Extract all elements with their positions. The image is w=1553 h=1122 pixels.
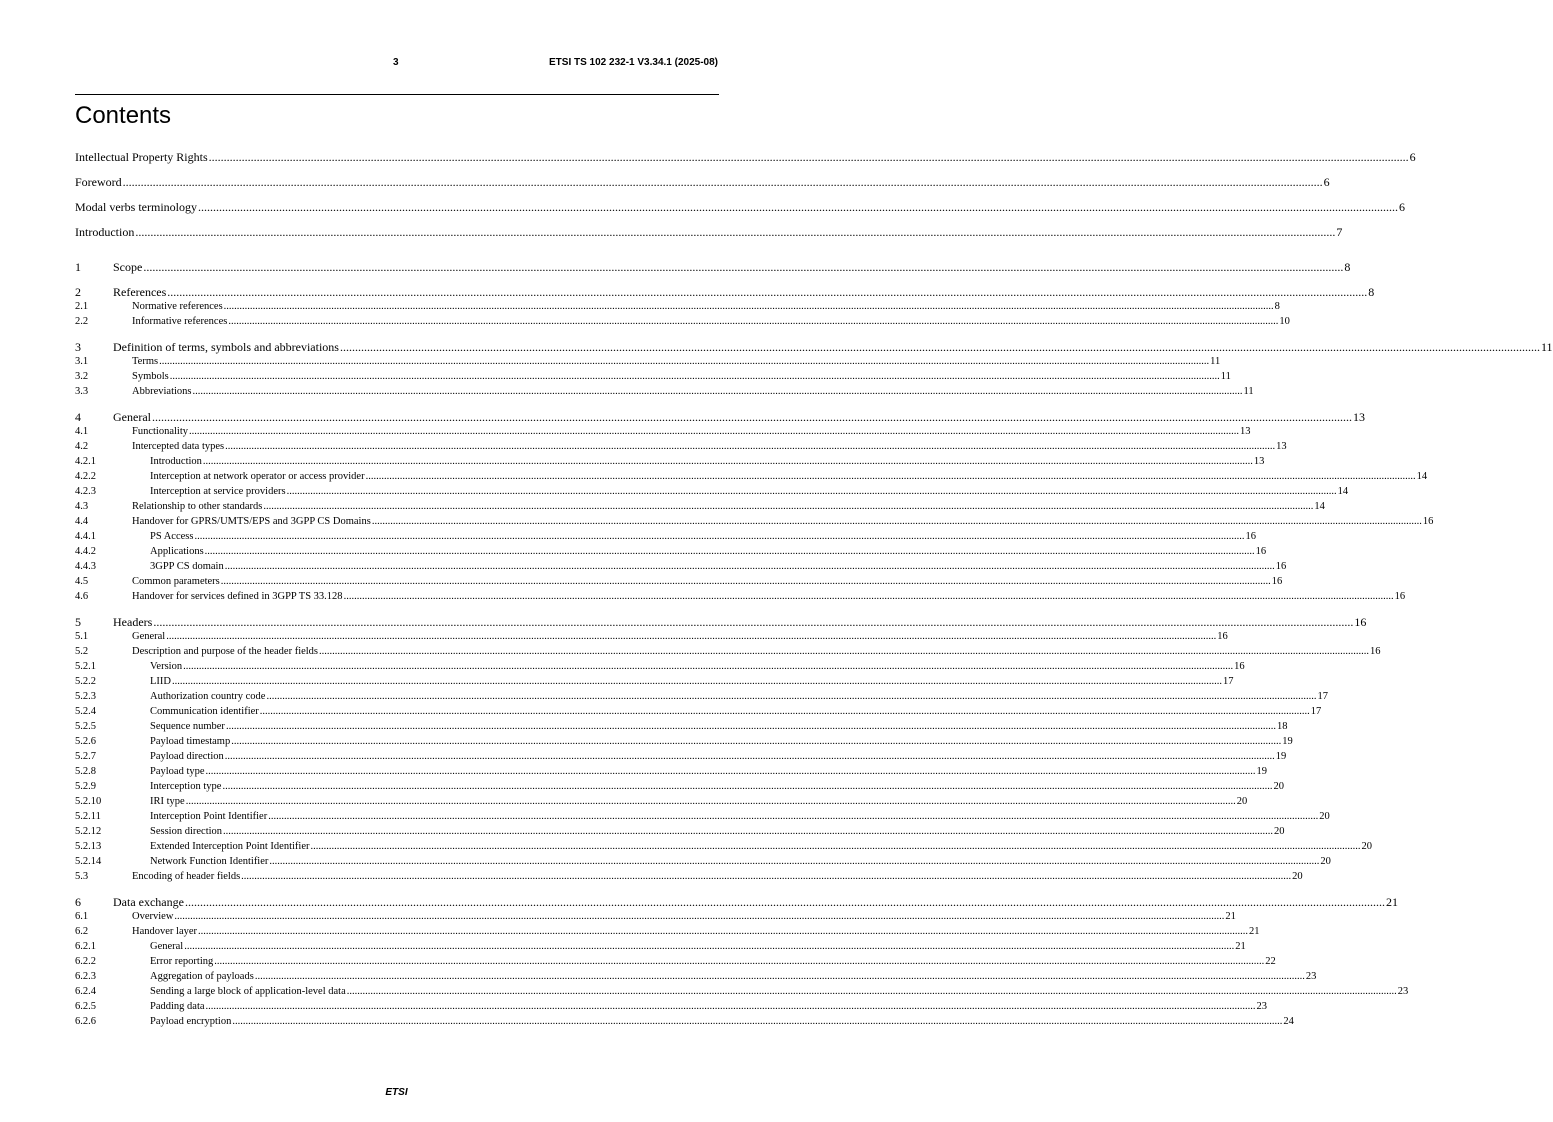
toc-entry-page: 16 <box>1217 631 1228 642</box>
toc-entry-page: 23 <box>1256 1001 1268 1012</box>
toc-dot-leader: ................................................................................................................................................................................................................................................................................................................................................................................................................ <box>159 356 1210 367</box>
toc-entry-page: 21 <box>1249 926 1260 937</box>
toc-entry-page: 19 <box>1256 766 1268 777</box>
toc-dot-leader: ................................................................................................................................................................................................................................................................................................................................................................................................................ <box>122 175 1323 189</box>
toc-dot-leader: ................................................................................................................................................................................................................................................................................................................................................................................................................ <box>167 285 1368 299</box>
toc-entry-title: Error reporting <box>150 956 214 967</box>
toc-dot-leader: ................................................................................................................................................................................................................................................................................................................................................................................................................ <box>169 371 1220 382</box>
toc-entry[interactable] <box>75 440 1287 455</box>
toc-entry-number: 6.2.4 <box>75 986 96 997</box>
toc-entry-number: 5.2.5 <box>75 721 96 732</box>
toc-dot-leader: ................................................................................................................................................................................................................................................................................................................................................................................................................ <box>208 150 1409 164</box>
toc-dot-leader: ................................................................................................................................................................................................................................................................................................................................................................................................................ <box>266 691 1317 702</box>
toc-entry[interactable] <box>75 895 1398 910</box>
toc-entry[interactable] <box>75 795 1248 810</box>
toc-entry-number: 3.3 <box>75 386 89 397</box>
toc-dot-leader: ................................................................................................................................................................................................................................................................................................................................................................................................................ <box>197 200 1398 214</box>
toc-entry-page: 7 <box>1336 225 1343 239</box>
toc-dot-leader: ................................................................................................................................................................................................................................................................................................................................................................................................................ <box>223 301 1274 312</box>
toc-entry[interactable] <box>75 300 1280 315</box>
toc-entry[interactable] <box>75 645 1381 660</box>
page-title: Contents <box>75 102 172 129</box>
toc-entry-page: 16 <box>1275 561 1287 572</box>
toc-entry-title: Modal verbs terminology <box>75 200 197 214</box>
toc-entry[interactable] <box>75 985 1409 1000</box>
toc-entry-title: Introduction <box>75 225 135 239</box>
toc-entry-page: 20 <box>1273 781 1284 792</box>
toc-entry-title: Applications <box>150 546 204 557</box>
toc-entry-title: LIID <box>150 676 171 687</box>
toc-entry-page: 23 <box>1305 971 1317 982</box>
toc-entry[interactable] <box>75 660 1245 675</box>
toc-dot-leader: ................................................................................................................................................................................................................................................................................................................................................................................................................ <box>189 426 1239 437</box>
toc-entry-number: 4.4.2 <box>75 546 96 557</box>
toc-entry-title: Introduction <box>150 456 202 467</box>
toc-entry-title: Padding data <box>150 1001 205 1012</box>
toc-entry[interactable] <box>75 175 1330 200</box>
toc-entry[interactable] <box>75 630 1228 645</box>
toc-entry-number: 4.2 <box>75 441 89 452</box>
toc-entry-number: 5.2.3 <box>75 691 96 702</box>
toc-entry-title: Intellectual Property Rights <box>75 150 208 164</box>
toc-entry-number: 5.2.13 <box>75 841 102 852</box>
toc-entry-title: Aggregation of payloads <box>150 971 254 982</box>
toc-dot-leader: ................................................................................................................................................................................................................................................................................................................................................................................................................ <box>205 1001 1256 1012</box>
toc-entry-number: 6 <box>75 895 81 909</box>
toc-entry-page: 16 <box>1234 661 1245 672</box>
toc-entry[interactable] <box>75 545 1267 560</box>
toc-dot-leader: ................................................................................................................................................................................................................................................................................................................................................................................................................ <box>268 811 1319 822</box>
toc-entry-page: 13 <box>1352 410 1365 424</box>
toc-entry-title: Payload direction <box>150 751 224 762</box>
toc-entry-page: 16 <box>1245 531 1256 542</box>
footer-publisher: ETSI <box>385 1087 408 1098</box>
toc-dot-leader: ................................................................................................................................................................................................................................................................................................................................................................................................................ <box>220 576 1271 587</box>
toc-entry[interactable] <box>75 705 1322 720</box>
toc-entry-number: 5.2.2 <box>75 676 96 687</box>
toc-entry-page: 24 <box>1283 1016 1294 1027</box>
toc-entry-title: Relationship to other standards <box>132 501 263 512</box>
toc-entry-number: 5.2.9 <box>75 781 96 792</box>
toc-entry-page: 21 <box>1225 911 1236 922</box>
toc-dot-leader: ................................................................................................................................................................................................................................................................................................................................................................................................................ <box>185 796 1236 807</box>
toc-entry-page: 16 <box>1370 646 1381 657</box>
toc-entry[interactable] <box>75 455 1265 470</box>
toc-entry-number: 5 <box>75 615 81 629</box>
toc-dot-leader: ................................................................................................................................................................................................................................................................................................................................................................................................................ <box>151 410 1352 424</box>
toc-entry-title: Informative references <box>132 316 228 327</box>
toc-entry-number: 5.2.10 <box>75 796 102 807</box>
toc-entry-title: Foreword <box>75 175 122 189</box>
toc-entry-page: 13 <box>1253 456 1265 467</box>
toc-dot-leader: ................................................................................................................................................................................................................................................................................................................................................................................................................ <box>263 501 1314 512</box>
toc-entry[interactable] <box>75 720 1288 735</box>
toc-entry[interactable] <box>75 355 1221 370</box>
toc-entry[interactable] <box>75 925 1260 940</box>
toc-dot-leader: ................................................................................................................................................................................................................................................................................................................................................................................................................ <box>184 895 1385 909</box>
toc-entry-page: 13 <box>1276 441 1287 452</box>
toc-entry-page: 16 <box>1422 516 1434 527</box>
toc-dot-leader: ................................................................................................................................................................................................................................................................................................................................................................................................................ <box>254 971 1305 982</box>
toc-entry-title: PS Access <box>150 531 194 542</box>
toc-entry-number: 6.2.6 <box>75 1016 96 1027</box>
table-of-contents <box>75 150 1553 1030</box>
toc-dot-leader: ................................................................................................................................................................................................................................................................................................................................................................................................................ <box>222 781 1273 792</box>
toc-entry-number: 5.1 <box>75 631 89 642</box>
toc-entry-number: 4.4 <box>75 516 89 527</box>
toc-dot-leader: ................................................................................................................................................................................................................................................................................................................................................................................................................ <box>183 661 1234 672</box>
toc-entry[interactable] <box>75 150 1416 175</box>
toc-entry-number: 6.2.2 <box>75 956 96 967</box>
toc-entry-page: 16 <box>1354 615 1367 629</box>
toc-entry[interactable] <box>75 530 1256 545</box>
toc-dot-leader: ................................................................................................................................................................................................................................................................................................................................................................................................................ <box>319 646 1370 657</box>
toc-entry-number: 2 <box>75 285 81 299</box>
toc-entry-title: Extended Interception Point Identifier <box>150 841 310 852</box>
toc-dot-leader: ................................................................................................................................................................................................................................................................................................................................................................................................................ <box>153 615 1354 629</box>
toc-dot-leader: ................................................................................................................................................................................................................................................................................................................................................................................................................ <box>194 531 1245 542</box>
toc-entry-title: General <box>113 410 151 424</box>
toc-entry[interactable] <box>75 780 1284 795</box>
toc-entry-title: Handover layer <box>132 926 198 937</box>
toc-dot-leader: ................................................................................................................................................................................................................................................................................................................................................................................................................ <box>269 856 1320 867</box>
toc-entry-page: 17 <box>1317 691 1328 702</box>
toc-entry-title: References <box>113 285 167 299</box>
toc-dot-leader: ................................................................................................................................................................................................................................................................................................................................................................................................................ <box>343 591 1394 602</box>
toc-entry-title: Sending a large block of application-level data <box>150 986 346 997</box>
toc-entry-title: Payload type <box>150 766 205 777</box>
toc-entry[interactable] <box>75 690 1328 705</box>
toc-dot-leader: ................................................................................................................................................................................................................................................................................................................................................................................................................ <box>225 721 1276 732</box>
toc-entry-number: 5.2.6 <box>75 736 96 747</box>
toc-entry-page: 21 <box>1385 895 1398 909</box>
toc-entry-page: 20 <box>1361 841 1372 852</box>
toc-entry[interactable] <box>75 910 1236 925</box>
toc-entry[interactable] <box>75 1015 1294 1030</box>
toc-entry[interactable] <box>75 370 1231 385</box>
toc-entry-page: 13 <box>1240 426 1251 437</box>
toc-entry-number: 4.5 <box>75 576 89 587</box>
toc-entry-number: 3 <box>75 340 81 354</box>
toc-dot-leader: ................................................................................................................................................................................................................................................................................................................................................................................................................ <box>224 751 1275 762</box>
toc-entry[interactable] <box>75 590 1406 605</box>
toc-entry-page: 20 <box>1274 826 1285 837</box>
toc-entry[interactable] <box>75 285 1375 300</box>
toc-entry-number: 4.3 <box>75 501 89 512</box>
toc-entry-page: 14 <box>1337 486 1349 497</box>
toc-dot-leader: ................................................................................................................................................................................................................................................................................................................................................................................................................ <box>241 871 1292 882</box>
toc-entry-title: Encoding of header fields <box>132 871 241 882</box>
toc-entry-title: Overview <box>132 911 174 922</box>
toc-entry-page: 22 <box>1265 956 1276 967</box>
toc-entry-page: 11 <box>1243 386 1254 397</box>
toc-entry-title: Definition of terms, symbols and abbreviations <box>113 340 339 354</box>
toc-entry-title: General <box>132 631 166 642</box>
toc-entry-page: 20 <box>1319 811 1330 822</box>
toc-entry-number: 5.2.12 <box>75 826 102 837</box>
toc-dot-leader: ................................................................................................................................................................................................................................................................................................................................................................................................................ <box>224 561 1275 572</box>
toc-dot-leader: ................................................................................................................................................................................................................................................................................................................................................................................................................ <box>192 386 1243 397</box>
toc-entry-page: 20 <box>1236 796 1248 807</box>
toc-dot-leader: ................................................................................................................................................................................................................................................................................................................................................................................................................ <box>223 826 1274 837</box>
toc-entry-number: 6.2.5 <box>75 1001 96 1012</box>
toc-entry-number: 2.1 <box>75 301 89 312</box>
toc-entry-number: 5.2.7 <box>75 751 96 762</box>
toc-dot-leader: ................................................................................................................................................................................................................................................................................................................................................................................................................ <box>231 736 1282 747</box>
toc-entry-title: Interception Point Identifier <box>150 811 268 822</box>
toc-entry-title: Headers <box>113 615 153 629</box>
toc-entry-title: Symbols <box>132 371 169 382</box>
toc-entry[interactable] <box>75 615 1367 630</box>
toc-entry-title: Handover for services defined in 3GPP TS 33.128 <box>132 591 343 602</box>
header-document-id: ETSI TS 102 232-1 V3.34.1 (2025-08) <box>549 57 718 68</box>
toc-entry-number: 5.2.11 <box>75 811 101 822</box>
toc-entry-title: General <box>150 941 184 952</box>
toc-dot-leader: ................................................................................................................................................................................................................................................................................................................................................................................................................ <box>172 676 1222 687</box>
toc-entry-page: 14 <box>1416 471 1428 482</box>
toc-entry[interactable] <box>75 765 1268 780</box>
toc-entry[interactable] <box>75 200 1405 225</box>
toc-entry[interactable] <box>75 260 1351 275</box>
toc-entry[interactable] <box>75 825 1285 840</box>
toc-entry-number: 4 <box>75 410 81 424</box>
toc-entry-page: 18 <box>1276 721 1288 732</box>
toc-entry[interactable] <box>75 970 1317 985</box>
toc-entry-number: 4.4.1 <box>75 531 96 542</box>
toc-dot-leader: ................................................................................................................................................................................................................................................................................................................................................................................................................ <box>202 456 1253 467</box>
toc-entry[interactable] <box>75 940 1246 955</box>
toc-entry-page: 19 <box>1275 751 1287 762</box>
toc-entry[interactable] <box>75 810 1330 825</box>
toc-entry-title: Terms <box>132 356 159 367</box>
toc-entry[interactable] <box>75 1000 1268 1015</box>
toc-entry[interactable] <box>75 410 1365 425</box>
toc-entry-page: 11 <box>1540 340 1553 354</box>
toc-entry[interactable] <box>75 575 1283 590</box>
toc-entry-page: 16 <box>1394 591 1406 602</box>
toc-entry-page: 21 <box>1235 941 1246 952</box>
toc-dot-leader: ................................................................................................................................................................................................................................................................................................................................................................................................................ <box>259 706 1310 717</box>
toc-dot-leader: ................................................................................................................................................................................................................................................................................................................................................................................................................ <box>346 986 1397 997</box>
toc-entry-page: 16 <box>1255 546 1267 557</box>
toc-entry-title: Communication identifier <box>150 706 259 717</box>
toc-entry-number: 6.2 <box>75 926 89 937</box>
toc-entry-number: 6.2.1 <box>75 941 96 952</box>
toc-entry-number: 5.2.14 <box>75 856 102 867</box>
toc-dot-leader: ................................................................................................................................................................................................................................................................................................................................................................................................................ <box>339 340 1540 354</box>
header-rule <box>75 94 719 95</box>
toc-entry[interactable] <box>75 515 1434 530</box>
toc-entry-title: IRI type <box>150 796 185 807</box>
toc-entry[interactable] <box>75 225 1343 250</box>
toc-entry-number: 6.2.3 <box>75 971 96 982</box>
toc-entry-number: 2.2 <box>75 316 89 327</box>
toc-entry-number: 4.6 <box>75 591 89 602</box>
toc-entry-page: 17 <box>1223 676 1234 687</box>
toc-dot-leader: ................................................................................................................................................................................................................................................................................................................................................................................................................ <box>371 516 1422 527</box>
toc-entry-number: 4.2.3 <box>75 486 96 497</box>
toc-entry-title: Sequence number <box>150 721 225 732</box>
toc-dot-leader: ................................................................................................................................................................................................................................................................................................................................................................................................................ <box>143 260 1344 274</box>
toc-entry[interactable] <box>75 560 1287 575</box>
toc-entry[interactable] <box>75 840 1372 855</box>
toc-dot-leader: ................................................................................................................................................................................................................................................................................................................................................................................................................ <box>286 486 1337 497</box>
toc-dot-leader: ................................................................................................................................................................................................................................................................................................................................................................................................................ <box>135 225 1336 239</box>
toc-entry-number: 5.3 <box>75 871 89 882</box>
toc-entry-number: 5.2.8 <box>75 766 96 777</box>
toc-dot-leader: ................................................................................................................................................................................................................................................................................................................................................................................................................ <box>232 1016 1283 1027</box>
toc-dot-leader: ................................................................................................................................................................................................................................................................................................................................................................................................................ <box>205 766 1256 777</box>
toc-entry-page: 11 <box>1210 356 1221 367</box>
toc-entry-title: Version <box>150 661 183 672</box>
toc-entry-number: 4.2.2 <box>75 471 96 482</box>
toc-entry-page: 19 <box>1282 736 1293 747</box>
toc-entry-number: 6.1 <box>75 911 89 922</box>
toc-entry[interactable] <box>75 470 1428 485</box>
toc-entry-number: 4.2.1 <box>75 456 96 467</box>
toc-entry[interactable] <box>75 955 1276 970</box>
toc-entry-page: 8 <box>1368 285 1375 299</box>
toc-entry-title: Description and purpose of the header fields <box>132 646 319 657</box>
toc-entry-number: 4.1 <box>75 426 89 437</box>
toc-entry-title: Normative references <box>132 301 223 312</box>
toc-entry-title: Session direction <box>150 826 223 837</box>
toc-dot-leader: ................................................................................................................................................................................................................................................................................................................................................................................................................ <box>198 926 1249 937</box>
toc-entry-title: Intercepted data types <box>132 441 225 452</box>
toc-entry[interactable] <box>75 385 1254 400</box>
toc-dot-leader: ................................................................................................................................................................................................................................................................................................................................................................................................................ <box>225 441 1276 452</box>
toc-entry[interactable] <box>75 675 1234 690</box>
toc-dot-leader: ................................................................................................................................................................................................................................................................................................................................................................................................................ <box>204 546 1255 557</box>
toc-dot-leader: ................................................................................................................................................................................................................................................................................................................................................................................................................ <box>228 316 1279 327</box>
toc-entry-title: 3GPP CS domain <box>150 561 224 572</box>
toc-entry-title: Network Function Identifier <box>150 856 269 867</box>
toc-entry[interactable] <box>75 340 1553 355</box>
toc-entry-page: 11 <box>1220 371 1231 382</box>
toc-entry-title: Data exchange <box>113 895 184 909</box>
toc-entry-title: Payload timestamp <box>150 736 231 747</box>
toc-entry-title: Authorization country code <box>150 691 266 702</box>
toc-entry-page: 8 <box>1274 301 1280 312</box>
toc-dot-leader: ................................................................................................................................................................................................................................................................................................................................................................................................................ <box>214 956 1265 967</box>
toc-entry[interactable] <box>75 425 1251 440</box>
toc-entry-page: 6 <box>1323 175 1330 189</box>
toc-entry[interactable] <box>75 735 1293 750</box>
toc-entry-number: 3.2 <box>75 371 89 382</box>
toc-entry-page: 6 <box>1409 150 1416 164</box>
toc-entry-title: Payload encryption <box>150 1016 232 1027</box>
toc-entry-title: Common parameters <box>132 576 220 587</box>
toc-dot-leader: ................................................................................................................................................................................................................................................................................................................................................................................................................ <box>310 841 1361 852</box>
toc-entry-title: Interception type <box>150 781 222 792</box>
toc-dot-leader: ................................................................................................................................................................................................................................................................................................................................................................................................................ <box>174 911 1225 922</box>
toc-entry-title: Interception at service providers <box>150 486 286 497</box>
toc-entry-title: Handover for GPRS/UMTS/EPS and 3GPP CS Domains <box>132 516 371 527</box>
toc-entry-page: 23 <box>1397 986 1409 997</box>
toc-entry-number: 4.4.3 <box>75 561 96 572</box>
toc-entry-page: 10 <box>1279 316 1290 327</box>
toc-entry-page: 20 <box>1292 871 1303 882</box>
toc-entry-number: 5.2.1 <box>75 661 96 672</box>
toc-entry[interactable] <box>75 855 1331 870</box>
toc-entry-title: Abbreviations <box>132 386 192 397</box>
toc-entry-title: Interception at network operator or access provider <box>150 471 365 482</box>
toc-entry-page: 8 <box>1344 260 1351 274</box>
toc-dot-leader: ................................................................................................................................................................................................................................................................................................................................................................................................................ <box>166 631 1217 642</box>
toc-entry-page: 16 <box>1271 576 1283 587</box>
toc-entry-number: 3.1 <box>75 356 89 367</box>
toc-dot-leader: ................................................................................................................................................................................................................................................................................................................................................................................................................ <box>184 941 1235 952</box>
toc-entry[interactable] <box>75 485 1349 500</box>
toc-entry-page: 14 <box>1314 501 1325 512</box>
toc-entry[interactable] <box>75 750 1287 765</box>
toc-entry-page: 17 <box>1310 706 1322 717</box>
header-page-number: 3 <box>393 57 399 68</box>
toc-entry-number: 5.2.4 <box>75 706 96 717</box>
toc-entry[interactable] <box>75 315 1290 330</box>
toc-entry[interactable] <box>75 870 1303 885</box>
toc-entry-title: Functionality <box>132 426 188 437</box>
toc-dot-leader: ................................................................................................................................................................................................................................................................................................................................................................................................................ <box>365 471 1416 482</box>
toc-entry-page: 6 <box>1398 200 1405 214</box>
toc-entry-title: Scope <box>113 260 143 274</box>
toc-entry[interactable] <box>75 500 1325 515</box>
toc-entry-number: 1 <box>75 260 81 274</box>
toc-entry-number: 5.2 <box>75 646 89 657</box>
toc-entry-page: 20 <box>1320 856 1331 867</box>
